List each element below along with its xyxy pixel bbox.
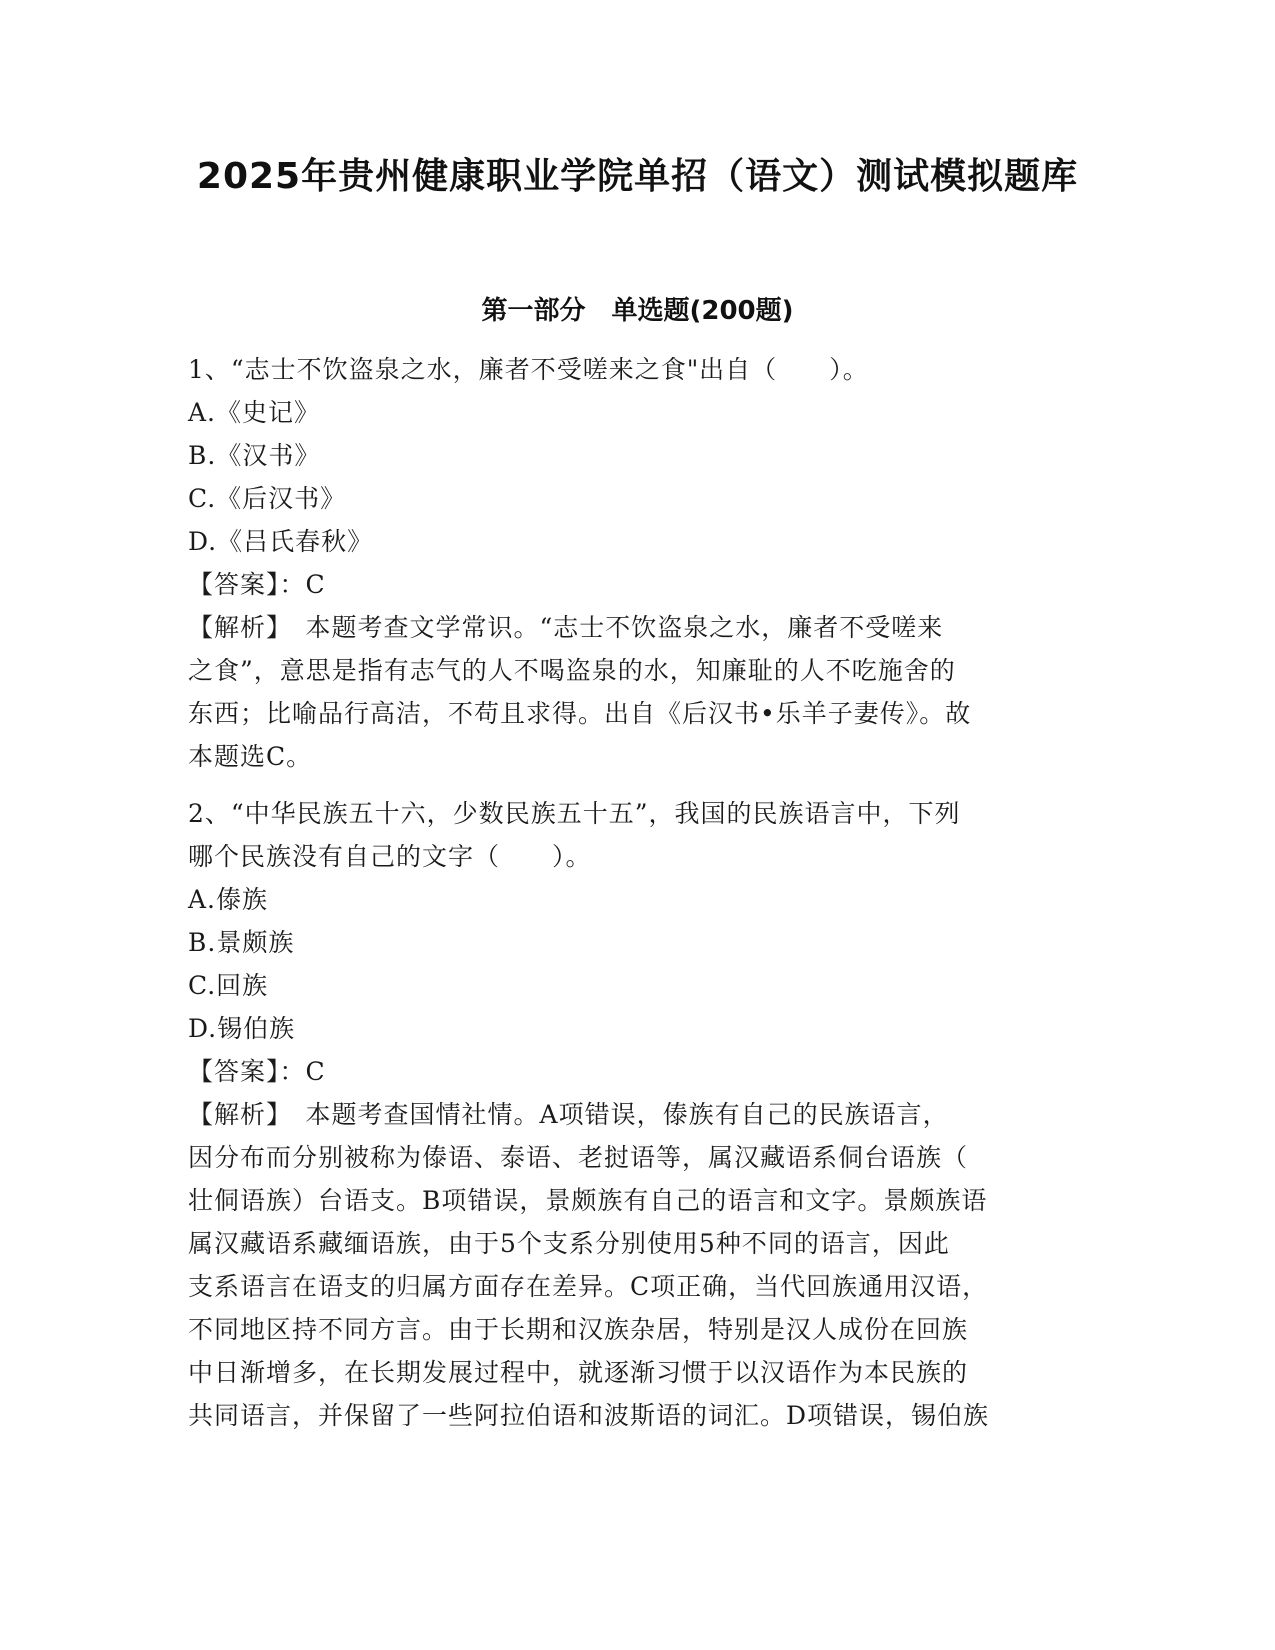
analysis-text: 本题考查国情社情。A项错误，傣族有自己的民族语言， [279, 1100, 949, 1129]
analysis-text: 本题考查文学常识。“志士不饮盗泉之水，廉者不受嗟来 [279, 613, 944, 642]
analysis-text: 属汉藏语系藏缅语族，由于5个支系分别使用5种不同的语言，因此 [188, 1229, 950, 1258]
analysis-text: 东西；比喻品行高洁，不苟且求得。出自《后汉书•乐羊子妻传》。故 [188, 699, 972, 728]
answer-value: ：C [279, 570, 326, 599]
analysis-text: 中日渐增多，在长期发展过程中，就逐渐习惯于以汉语作为本民族的 [188, 1358, 969, 1387]
analysis-label: 【解析】 [188, 1100, 280, 1129]
option-b: B.《汉书》 [188, 441, 321, 470]
answer-line [188, 1050, 1078, 1093]
analysis-label: 【解析】 [188, 613, 280, 642]
analysis-text: 本题选C。 [188, 742, 313, 771]
document-title: 2025年贵州健康职业学院单招（语文）测试模拟题库 [196, 156, 1079, 197]
analysis-line [188, 1093, 1078, 1136]
question-spacer [188, 778, 1078, 792]
option-c: C.《后汉书》 [188, 484, 347, 513]
analysis-text: 支系语言在语支的归属方面存在差异。C项正确，当代回族通用汉语， [188, 1272, 989, 1301]
question-stem-line: 哪个民族没有自己的文字（ ）。 [188, 842, 592, 871]
option-d: D.锡伯族 [188, 1014, 296, 1043]
analysis-text: 因分布而分别被称为傣语、泰语、老挝语等，属汉藏语系侗台语族（ [188, 1143, 969, 1172]
answer-line [188, 563, 1078, 606]
option-c: C.回族 [188, 971, 269, 1000]
analysis-text: 壮侗语族）台语支。B项错误，景颇族有自己的语言和文字。景颇族语 [188, 1186, 988, 1215]
question-stem-line: 2、“中华民族五十六，少数民族五十五”，我国的民族语言中，下列 [188, 799, 961, 828]
question-stem-line: 1、“志士不饮盗泉之水，廉者不受嗟来之食"出自（ ）。 [188, 355, 869, 384]
analysis-line [188, 606, 1078, 649]
question-list [188, 348, 1078, 1437]
option-a: A.《史记》 [188, 398, 321, 427]
analysis-text: 共同语言，并保留了一些阿拉伯语和波斯语的词汇。D项错误，锡伯族 [188, 1401, 990, 1430]
option-a: A.傣族 [188, 885, 269, 914]
question-1 [188, 348, 1078, 778]
question-2 [188, 792, 1078, 1437]
analysis-text: 之食”，意思是指有志气的人不喝盗泉的水，知廉耻的人不吃施舍的 [188, 656, 956, 685]
analysis-text: 不同地区持不同方言。由于长期和汉族杂居，特别是汉人成份在回族 [188, 1315, 969, 1344]
section-heading: 第一部分 单选题(200题) [481, 296, 794, 326]
answer-label: 【答案】 [188, 1057, 280, 1086]
answer-label: 【答案】 [188, 570, 280, 599]
option-b: B.景颇族 [188, 928, 295, 957]
option-d: D.《吕氏春秋》 [188, 527, 374, 556]
answer-value: ：C [279, 1057, 326, 1086]
